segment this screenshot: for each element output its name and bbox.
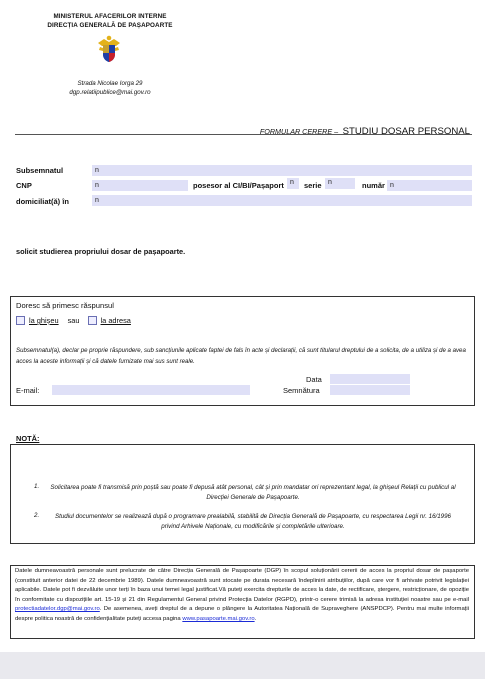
form-title	[260, 121, 470, 139]
gdpr-text	[15, 567, 469, 625]
document-type-field[interactable]: n	[287, 178, 299, 189]
response-title: Doresc să primesc răspunsul	[16, 301, 114, 310]
response-options	[16, 316, 131, 325]
posesor-label: posesor al CI/BI/Pașaport	[193, 181, 284, 190]
semnatura-label: Semnătura	[283, 386, 320, 395]
adresa-label: la adresa	[100, 316, 131, 325]
declaration-text: Subsemnatul(a), declar pe proprie răspundere, sub sancțiunile aplicate faptei de fals în acte și declarații, că sunt titularul dreptului de a solicita, de a utiliza și de a avea acces la aceste informații și că datele furnizate mai sus sunt reale.	[16, 347, 466, 365]
coat-of-arms-icon	[94, 34, 124, 64]
address-field[interactable]: n	[92, 195, 472, 206]
numar-label: număr	[362, 181, 385, 190]
nota-item1-text: Solicitarea poate fi transmisă prin poștă sau poate fi depusă atât personal, cât și prin mandatar ori reprezentant legal, la ghișeul Relații cu publicul al Direcției Generale de Pașapoarte.	[50, 484, 456, 501]
page-bottom-margin	[0, 652, 485, 679]
cnp-label: CNP	[16, 181, 32, 190]
email-field[interactable]	[52, 385, 250, 395]
date-field[interactable]	[330, 374, 410, 384]
gdpr-text-part2: . De asemenea, aveți dreptul de a depune o plângere la Autoritatea Națională de Supraveghere (ANSPDCP). Pentru mai multe informații despre politica noastră de confidențialitate puteți accesa pagina	[15, 606, 469, 622]
subsemnatul-label: Subsemnatul	[16, 166, 64, 175]
nota-title: NOTĂ:	[16, 434, 40, 443]
sau-label: sau	[67, 316, 80, 325]
form-title-main: STUDIU DOSAR PERSONAL	[342, 126, 470, 137]
data-label: Data	[306, 375, 322, 384]
form-title-prefix: FORMULAR CERERE –	[259, 127, 339, 136]
nota-item2-text: Studiul documentelor se realizează după o programare prealabilă, stabilită de Direcția Generală de Pașapoarte, cu respectarea Legii nr. 16/1996 privind Arhivele Naționale, cu modificările și completările ulterioare.	[54, 513, 451, 530]
directorate-name: DIRECȚIA GENERALĂ DE PAȘAPOARTE	[47, 22, 173, 29]
address-email: dgp.relatiipublice@mai.gov.ro	[69, 89, 151, 96]
request-text: solicit studierea propriului dosar de pașapoarte.	[16, 247, 186, 256]
adresa-checkbox[interactable]	[88, 316, 97, 325]
numar-field[interactable]: n	[387, 180, 472, 191]
ghiseu-label: la ghișeu	[29, 316, 59, 325]
gdpr-email-link[interactable]: protectiadatelor.dgp@mai.gov.ro	[15, 606, 100, 613]
email-label: E-mail:	[16, 386, 40, 395]
serie-field[interactable]: n	[325, 178, 355, 189]
nota-item2-number: 2.	[34, 512, 40, 519]
address-street: Strada Nicolae Iorga 29	[77, 80, 143, 87]
name-field[interactable]: n	[92, 165, 472, 176]
nota-item1-number: 1.	[34, 483, 40, 490]
cnp-field[interactable]: n	[92, 180, 188, 191]
ministry-name: MINISTERUL AFACERILOR INTERNE	[53, 13, 167, 20]
gdpr-web-link[interactable]: www.pasapoarte.mai.gov.ro	[182, 615, 255, 622]
gdpr-text-part1: Datele dumneavoastră personale sunt prelucrate de către Direcția Generală de Pașapoarte (DGP) în scopul soluționării cererii de acces la propriul dosar de pașaporte (constituit anterior datei de 22 decembrie 1989). Datele dumneavoastră sunt stocate pe durata necesară îndeplinirii atribuțiilor, după care vor fi arhivate potrivit legislației aplicabile. Datele pot fi dezvăluite unor terți în baza unui temei legal justificat.Vă puteți exercita drepturile de acces la date, de rectificare, ștergere, restricționare, de opoziție în conformitate cu dispozițiile art. 15-19 și 21 din Regulamentul General privind Protecția Datelor (RGPD), printr-o cerere trimisă la adresa instituției noastre sau pe e-mail	[15, 568, 469, 603]
ghiseu-checkbox[interactable]	[16, 316, 25, 325]
gdpr-text-part3: .	[254, 615, 257, 622]
title-divider	[15, 134, 472, 135]
serie-label: serie	[304, 181, 322, 190]
signature-field[interactable]	[330, 385, 410, 395]
domiciliat-label: domiciliat(ă) în	[16, 197, 69, 206]
